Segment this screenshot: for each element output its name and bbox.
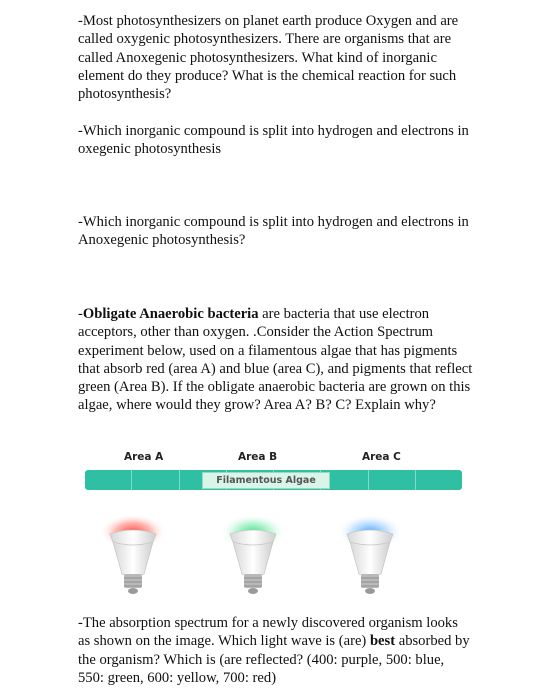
green-light-bulb-icon: [218, 492, 288, 602]
question-oxygenic-anoxygenic: -Most photosynthesizers on planet earth produce Oxygen and are called oxygenic photosynthesizers. There are organisms that are called Anoxegenic photosynthesizers. What kind of inorganic element do they produce? What is the chemical reaction for such photosynthesis?: [78, 13, 459, 103]
question-body-part1: -The absorption spectrum for a newly discovered organism looks as shown on the image. Which light wave is (are): [78, 615, 458, 650]
algae-segment: [85, 470, 132, 490]
algae-segment: [369, 470, 416, 490]
question-body-part2: absorbed by the organism? Which is (are reflected? (400: purple, 500: blue, 550: green, 600: yellow, 700: red): [78, 633, 470, 686]
question-anoxygenic-compound: -Which inorganic compound is split into hydrogen and electrons in Anoxegenic photosynthesis?: [78, 214, 469, 249]
action-spectrum-figure: [78, 447, 478, 607]
filamentous-algae-label: Filamentous Algae: [202, 472, 330, 489]
blue-light-bulb-icon: [335, 492, 405, 602]
area-c-label: Area C: [362, 451, 401, 463]
best-emphasis: best: [369, 633, 396, 650]
algae-segment: [416, 470, 462, 490]
question-body: are bacteria that use electron acceptors, other than oxygen. .Consider the Action Spectrum experiment below, used on a filamentous algae that has pigments that absorb red (area A) and blue (area C), and pigments that reflect green (Area B). If the obligate anaerobic bacteria are grown on this algae, where would they grow? Area A? B? C? Explain why?: [78, 306, 473, 414]
question-absorption-spectrum: [78, 614, 473, 687]
question-oxygenic-compound: -Which inorganic compound is split into hydrogen and electrons in oxegenic photosynthesis: [78, 123, 469, 158]
area-b-label: Area B: [238, 451, 278, 463]
obligate-anaerobic-term: Obligate Anaerobic bacteria: [82, 306, 259, 322]
question-prefix: -: [78, 306, 83, 322]
red-light-bulb-icon: [98, 492, 168, 602]
algae-segment: [132, 470, 179, 490]
area-a-label: Area A: [124, 451, 164, 463]
question-obligate-anaerobic: [78, 305, 473, 415]
